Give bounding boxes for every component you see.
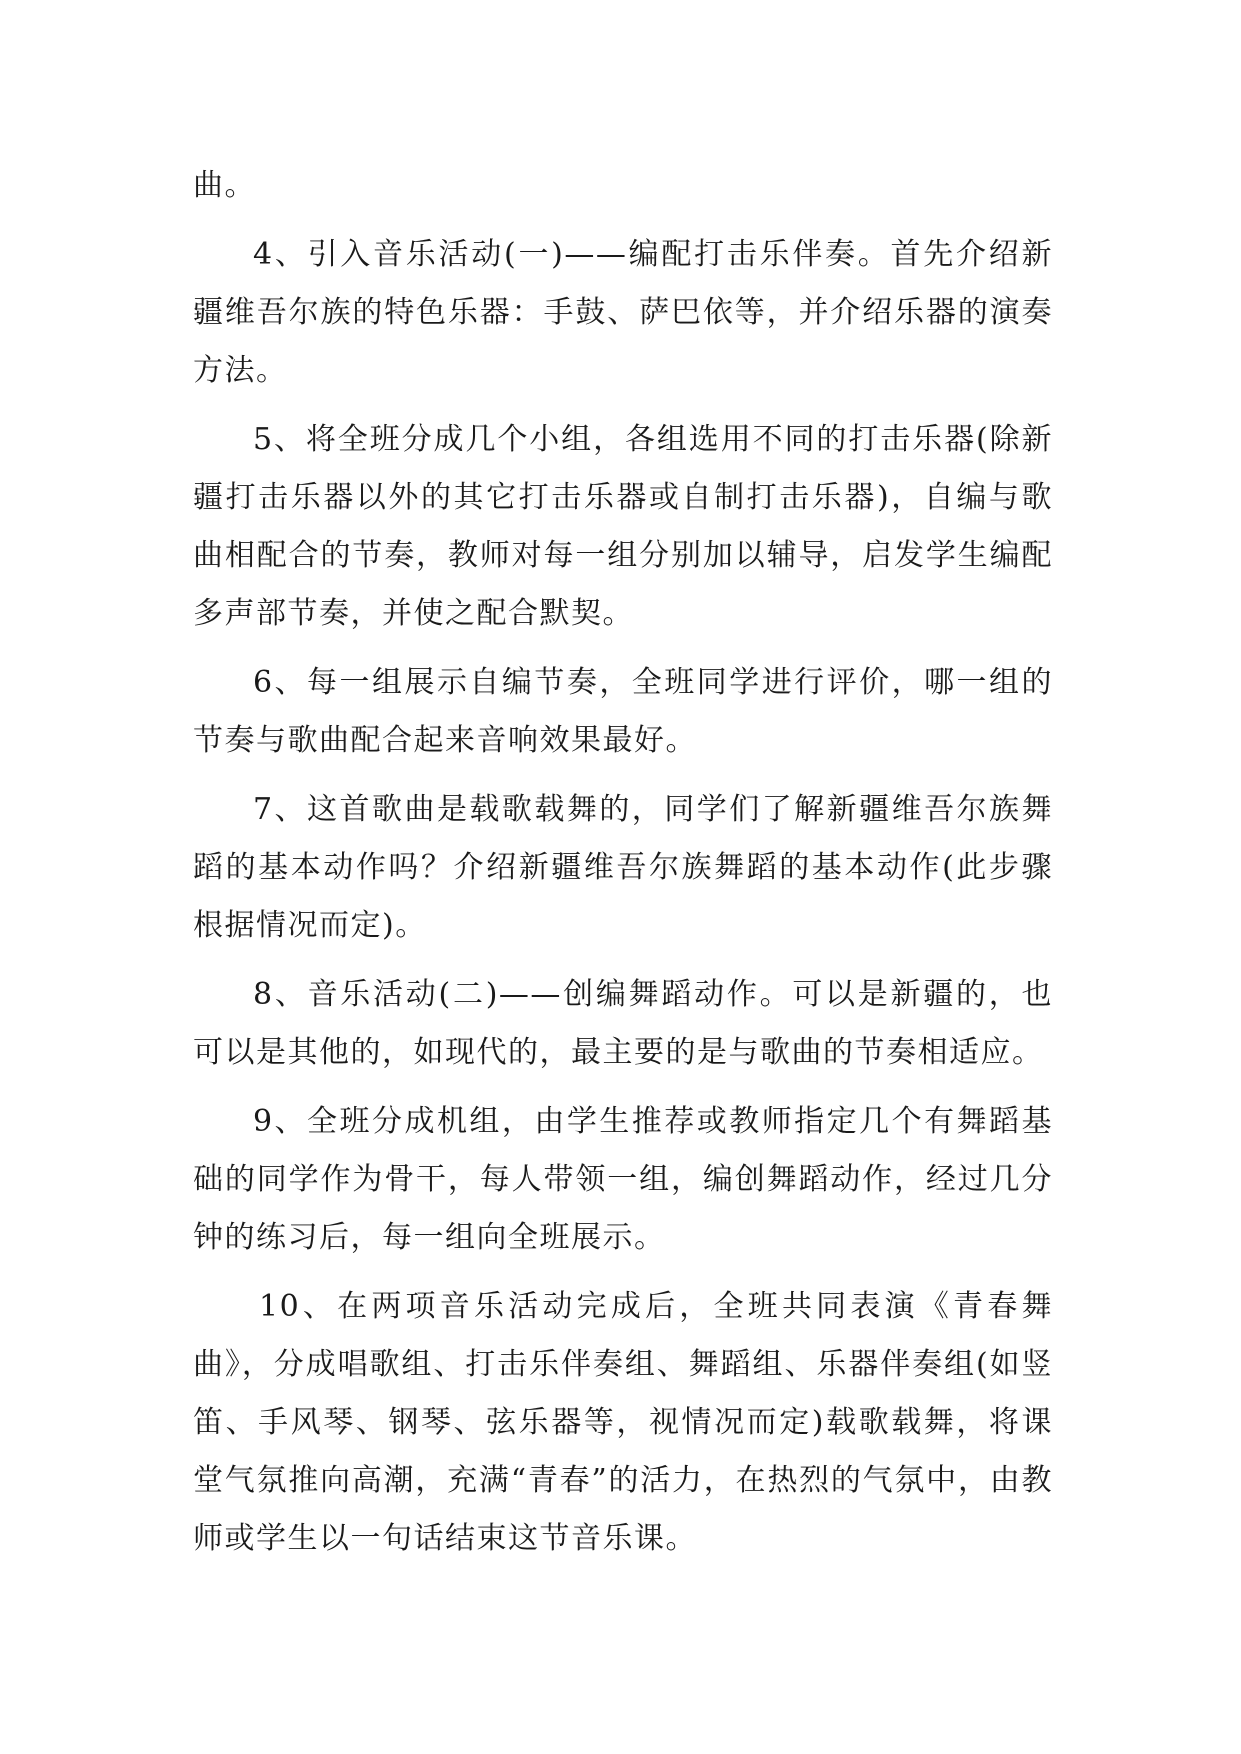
paragraph-step-7: 7、这首歌曲是载歌载舞的，同学们了解新疆维吾尔族舞蹈的基本动作吗？介绍新疆维吾尔族舞蹈的基本动作(此步骤根据情况而定)。 [193, 792, 1053, 943]
paragraph-step-9: 9、全班分成机组，由学生推荐或教师指定几个有舞蹈基础的同学作为骨干，每人带领一组，编创舞蹈动作，经过几分钟的练习后，每一组向全班展示。 [193, 1104, 1053, 1255]
paragraph-step-6: 6、每一组展示自编节奏，全班同学进行评价，哪一组的节奏与歌曲配合起来音响效果最好。 [193, 665, 1053, 758]
paragraph-step-4: 4、引入音乐活动(一)——编配打击乐伴奏。首先介绍新疆维吾尔族的特色乐器：手鼓、萨巴依等，并介绍乐器的演奏方法。 [193, 237, 1053, 388]
paragraph-step-5: 5、将全班分成几个小组，各组选用不同的打击乐器(除新疆打击乐器以外的其它打击乐器或自制打击乐器)，自编与歌曲相配合的节奏，教师对每一组分别加以辅导，启发学生编配多声部节奏，并使之配合默契。 [193, 422, 1053, 631]
document-body [193, 157, 1053, 1579]
paragraph-step-8: 8、音乐活动(二)——创编舞蹈动作。可以是新疆的，也可以是其他的，如现代的，最主要的是与歌曲的节奏相适应。 [193, 977, 1053, 1070]
paragraph-continuation: 曲。 [193, 168, 256, 203]
paragraph-step-10: 10、在两项音乐活动完成后，全班共同表演《青春舞曲》，分成唱歌组、打击乐伴奏组、舞蹈组、乐器伴奏组(如竖笛、手风琴、钢琴、弦乐器等，视情况而定)载歌载舞，将课堂气氛推向高潮，充满“青春”的活力，在热烈的气氛中，由教师或学生以一句话结束这节音乐课。 [193, 1289, 1053, 1556]
